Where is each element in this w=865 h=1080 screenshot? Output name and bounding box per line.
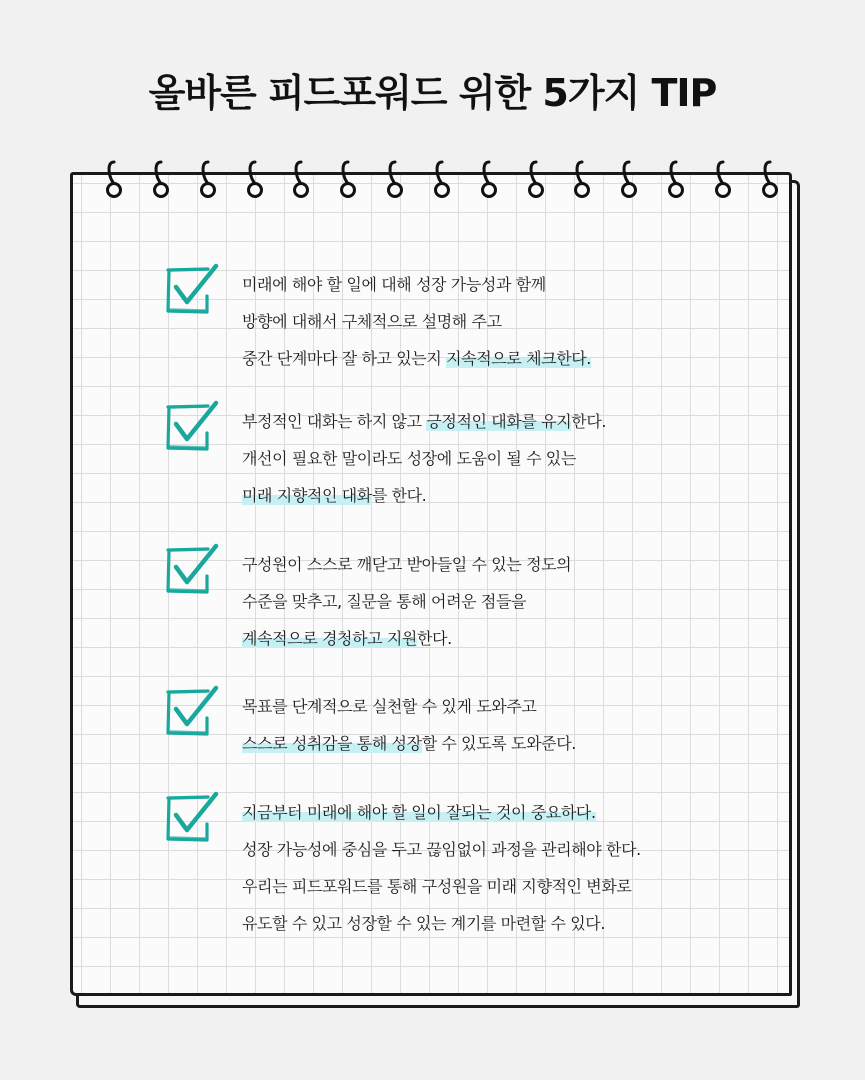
checkbox-checkmark-icon: [160, 788, 220, 848]
checkbox-checkmark-icon: [160, 682, 220, 742]
tip-text: [242, 266, 591, 377]
text-segment: 를 한다.: [371, 486, 427, 505]
text-segment: 할 수 있도록 도와준다.: [421, 734, 576, 753]
text-segment: 중간 단계마다 잘 하고 있는지: [242, 349, 447, 368]
tip-item-3: [160, 546, 760, 657]
highlighted-phrase: 미래 지향적인 대화: [242, 486, 372, 505]
highlighted-phrase: 스스로 성취감을 통해 성장: [242, 734, 422, 753]
text-segment: 한다.: [571, 412, 607, 431]
highlighted-phrase: 긍정적인 대화를 유지: [426, 412, 572, 431]
checkbox-checkmark-icon: [160, 260, 220, 320]
text-segment: 목표를 단계적으로 실천할 수 있게 도와주고: [242, 697, 537, 716]
tip-line: [242, 546, 571, 583]
text-segment: 개선이 필요한 말이라도 성장에 도움이 될 수 있는: [242, 449, 576, 468]
binding-ring: [289, 160, 313, 206]
highlighted-phrase: 지속적으로 체크한다.: [446, 349, 591, 368]
text-segment: 한다.: [417, 629, 452, 648]
tip-line: [242, 725, 576, 762]
page-title: 올바른 피드포워드 위한 5가지 TIP: [148, 71, 717, 115]
tip-line: [242, 266, 591, 303]
tip-item-5: [160, 794, 760, 942]
notepad: [70, 172, 796, 1004]
binding-ring: [617, 160, 641, 206]
binding-ring: [430, 160, 454, 206]
binding-ring: [664, 160, 688, 206]
text-segment: 유도할 수 있고 성장할 수 있는 계기를 마련할 수 있다.: [242, 914, 606, 933]
tip-line: [242, 905, 641, 942]
tip-text: [242, 794, 641, 942]
checkbox-checkmark-icon: [160, 540, 220, 600]
binding-ring: [524, 160, 548, 206]
binding-ring: [102, 160, 126, 206]
tip-line: [242, 868, 641, 905]
tip-text: [242, 403, 606, 514]
tip-line: [242, 440, 606, 477]
highlighted-phrase: 계속적으로 경청하고 지원: [242, 629, 417, 648]
text-segment: 우리는 피드포워드를 통해 구성원을 미래 지향적인 변화로: [242, 877, 632, 896]
tip-item-2: [160, 403, 760, 514]
tip-line: [242, 688, 576, 725]
text-segment: 수준을 맞추고, 질문을 통해 어려운 점들을: [242, 592, 527, 611]
text-segment: 미래에 해야 할 일에 대해 성장 가능성과 함께: [242, 275, 546, 294]
tip-item-1: [160, 266, 760, 377]
text-segment: 부정적인 대화는 하지 않고: [242, 412, 427, 431]
tip-text: [242, 546, 571, 657]
checkbox-checkmark-icon: [160, 397, 220, 457]
text-segment: 구성원이 스스로 깨닫고 받아들일 수 있는 정도의: [242, 555, 572, 574]
text-segment: 방향에 대해서 구체적으로 설명해 주고: [242, 312, 502, 331]
binding-ring: [196, 160, 220, 206]
tip-line: [242, 583, 571, 620]
highlighted-phrase: 지금부터 미래에 해야 할 일이 잘되는 것이 중요하다.: [242, 803, 596, 822]
tip-line: [242, 403, 606, 440]
binding-ring: [149, 160, 173, 206]
binding-ring: [243, 160, 267, 206]
text-segment: 성장 가능성에 중심을 두고 끊임없이 과정을 관리해야 한다.: [242, 840, 641, 859]
binding-ring: [711, 160, 735, 206]
binding-ring: [383, 160, 407, 206]
tip-text: [242, 688, 576, 762]
spiral-binding: [102, 160, 782, 206]
tip-item-4: [160, 688, 760, 762]
tip-line: [242, 794, 641, 831]
tip-line: [242, 303, 591, 340]
tip-line: [242, 477, 606, 514]
tip-line: [242, 831, 641, 868]
binding-ring: [477, 160, 501, 206]
tip-line: [242, 620, 571, 657]
binding-ring: [758, 160, 782, 206]
binding-ring: [336, 160, 360, 206]
tip-line: [242, 340, 591, 377]
binding-ring: [570, 160, 594, 206]
